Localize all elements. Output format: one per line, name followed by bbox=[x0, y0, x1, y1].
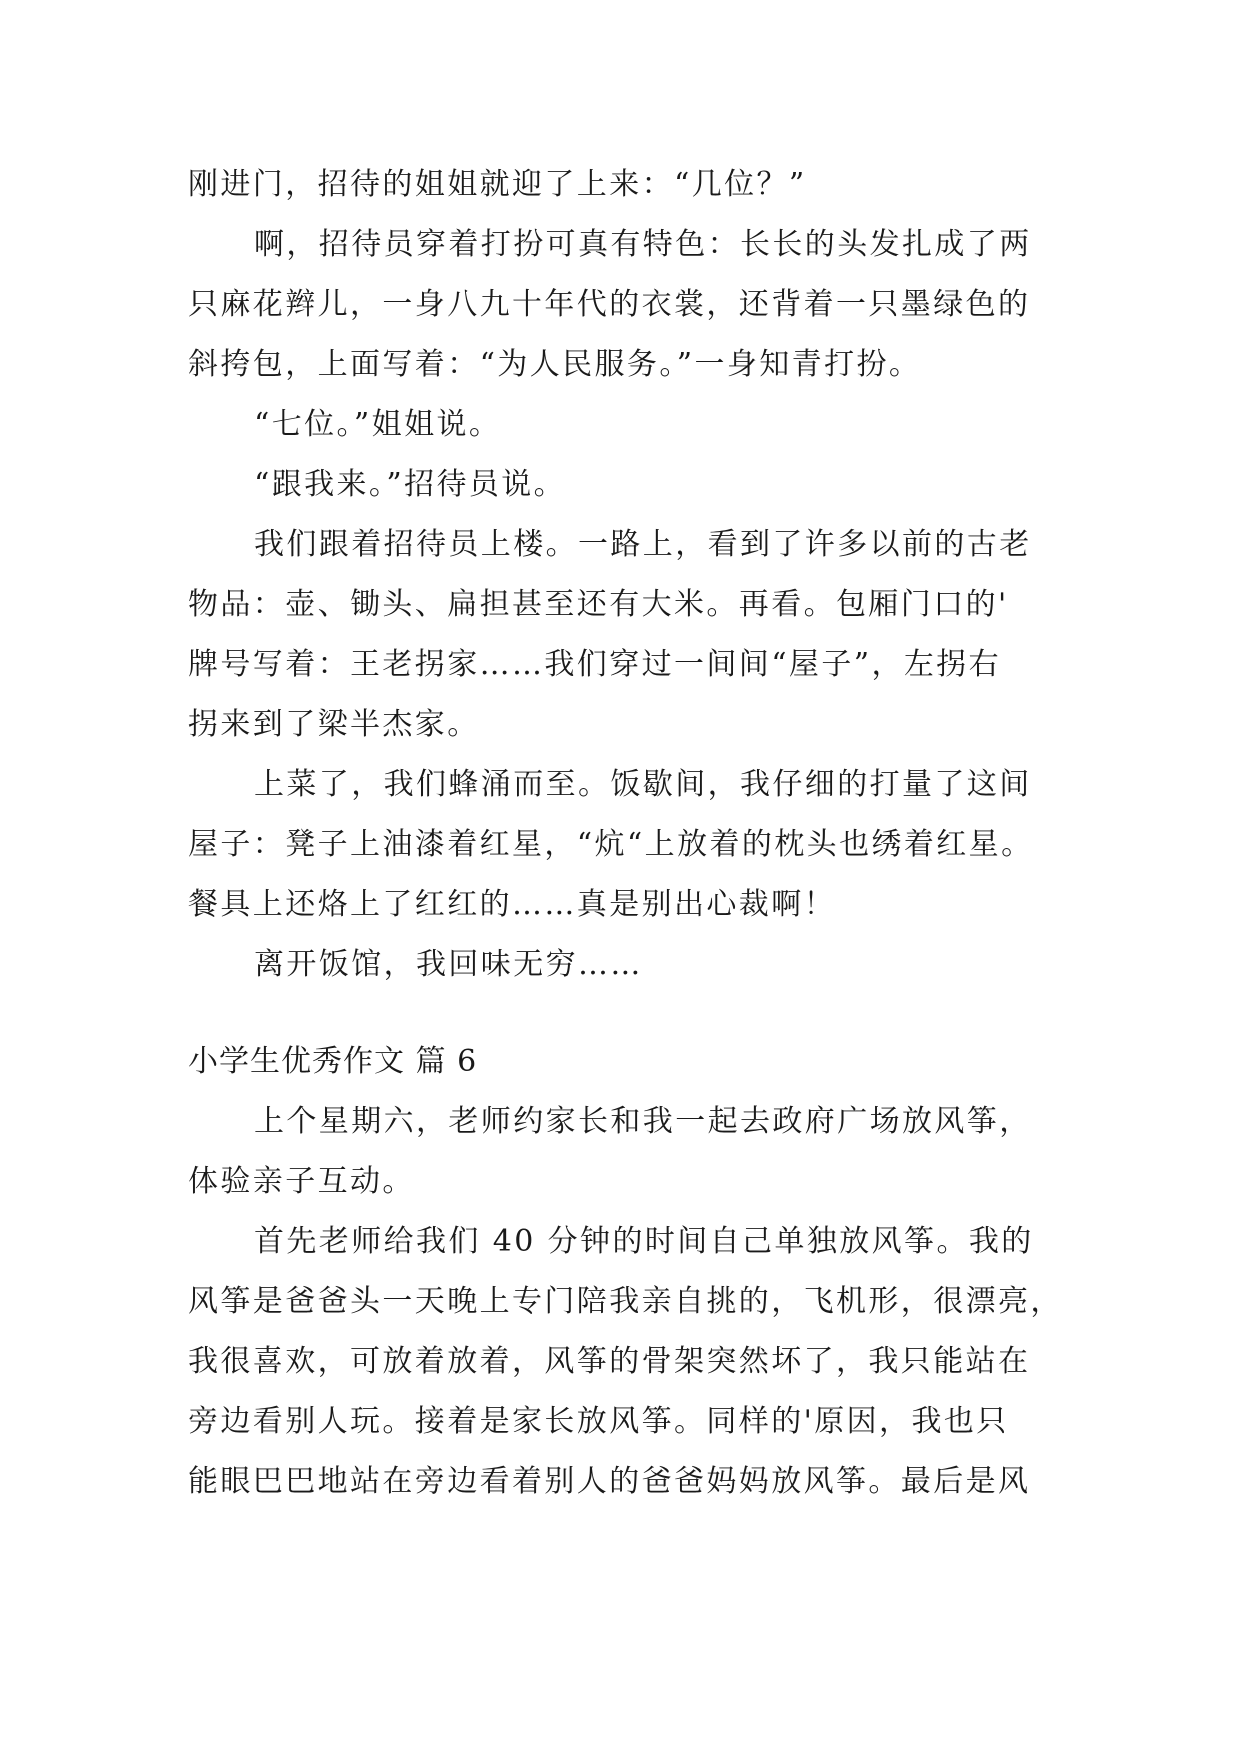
text-line: 风筝是爸爸头一天晚上专门陪我亲自挑的，飞机形，很漂亮， bbox=[188, 1284, 1063, 1319]
text-line: 屋子：凳子上油漆着红星，“炕“上放着的枕头也绣着红星。 bbox=[188, 827, 1034, 862]
text-line: 首先老师给我们 40 分钟的时间自己单独放风筝。我的 bbox=[254, 1224, 1034, 1259]
text-line: 离开饭馆，我回味无穷…… bbox=[254, 947, 643, 982]
text-line: 能眼巴巴地站在旁边看着别人的爸爸妈妈放风筝。最后是风 bbox=[188, 1464, 1031, 1499]
text-line: 我们跟着招待员上楼。一路上，看到了许多以前的古老 bbox=[254, 527, 1032, 562]
text-line: 我很喜欢，可放着放着，风筝的骨架突然坏了，我只能站在 bbox=[188, 1344, 1031, 1379]
text-line: 斜挎包，上面写着：“为人民服务。”一身知青打扮。 bbox=[188, 347, 922, 382]
text-line: “七位。”姐姐说。 bbox=[254, 407, 502, 442]
text-line: “跟我来。”招待员说。 bbox=[254, 467, 567, 502]
text-line: 体验亲子互动。 bbox=[188, 1164, 415, 1199]
text-line: 牌号写着：王老拐家……我们穿过一间间“屋子”，左拐右 bbox=[188, 647, 1002, 682]
text-line: 啊，招待员穿着打扮可真有特色：长长的头发扎成了两 bbox=[254, 227, 1032, 262]
text-line: 刚进门，招待的姐姐就迎了上来：“几位？” bbox=[188, 167, 807, 202]
story-part-1 bbox=[188, 155, 1068, 995]
text-line: 餐具上还烙上了红红的……真是别出心裁啊！ bbox=[188, 887, 836, 922]
text-line: 只麻花辫儿，一身八九十年代的衣裳，还背着一只墨绿色的 bbox=[188, 287, 1031, 322]
text-line: 拐来到了梁半杰家。 bbox=[188, 707, 480, 742]
story-part-2 bbox=[188, 1092, 1068, 1512]
text-line: 上菜了，我们蜂涌而至。饭歇间，我仔细的打量了这间 bbox=[254, 767, 1032, 802]
text-line: 旁边看别人玩。接着是家长放风筝。同样的'原因，我也只 bbox=[188, 1404, 1009, 1439]
section-heading: 小学生优秀作文 篇 6 bbox=[188, 1044, 478, 1079]
text-line: 上个星期六，老师约家长和我一起去政府广场放风筝， bbox=[254, 1104, 1032, 1139]
text-line: 物品：壶、锄头、扁担甚至还有大米。再看。包厢门口的' bbox=[188, 587, 1009, 622]
